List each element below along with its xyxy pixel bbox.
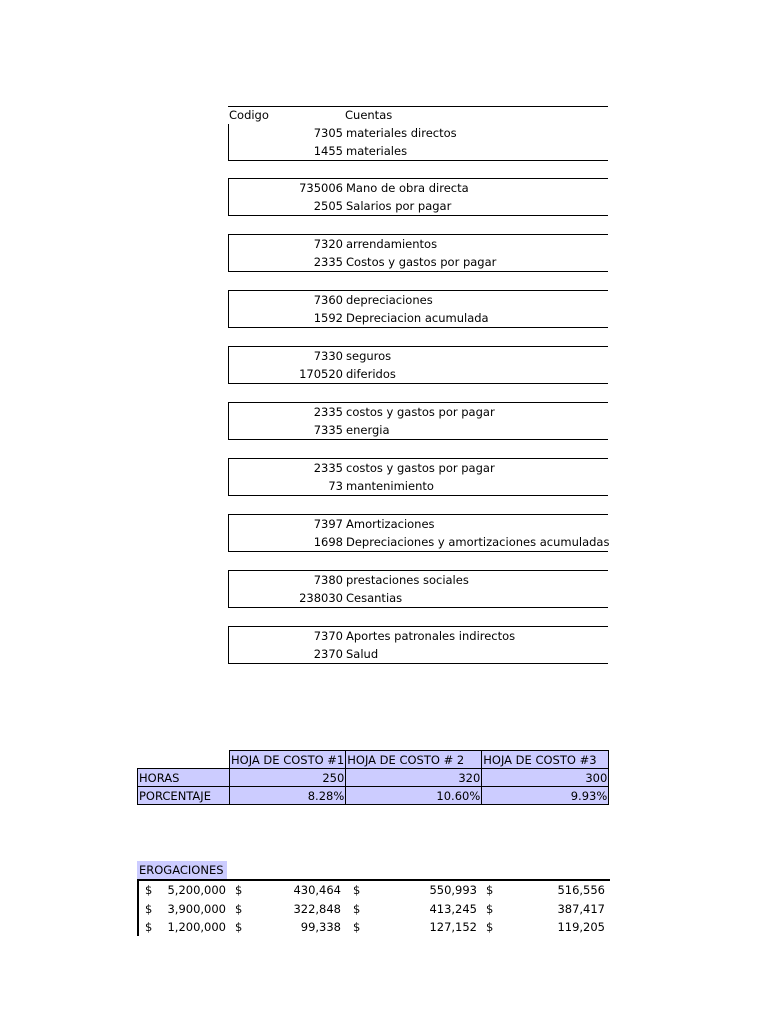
accounts-ledger — [228, 106, 608, 664]
account-code: 7320 — [313, 237, 343, 251]
erogaciones-title: EROGACIONES — [139, 863, 224, 877]
account-code: 170520 — [299, 367, 343, 381]
horas-value-3: 300 — [482, 769, 609, 787]
currency-symbol: $ — [486, 901, 494, 916]
account-name: Cesantias — [346, 591, 403, 605]
account-code: 2335 — [313, 255, 343, 269]
ledger-entry-group — [228, 234, 608, 272]
porcentaje-row — [138, 787, 609, 805]
currency-symbol: $ — [235, 883, 243, 897]
currency-symbol: $ — [486, 883, 494, 897]
account-code: 2505 — [313, 199, 343, 213]
ledger-entry-group — [228, 626, 608, 664]
erogaciones-table — [137, 879, 610, 936]
ledger-row — [229, 197, 608, 215]
account-code: 1698 — [313, 535, 343, 549]
porcentaje-value-1: 8.28% — [230, 787, 346, 805]
account-name: Salud — [346, 647, 379, 661]
ledger-entry-group — [228, 458, 608, 496]
ledger-row — [229, 235, 608, 253]
ledger-entry-group — [228, 346, 608, 384]
erogacion-h2: 127,152 — [429, 920, 477, 934]
ledger-row — [229, 253, 608, 271]
cost-sheet-3-header: HOJA DE COSTO #3 — [482, 751, 609, 769]
account-name: Mano de obra directa — [346, 181, 469, 195]
horas-value-1: 250 — [230, 769, 346, 787]
account-code: 2335 — [313, 405, 343, 419]
erogacion-h1: 99,338 — [300, 920, 341, 934]
erogacion-h2: 413,245 — [429, 901, 477, 916]
currency-symbol: $ — [235, 920, 243, 934]
porcentaje-label: PORCENTAJE — [138, 787, 230, 805]
account-code: 7380 — [313, 573, 343, 587]
ledger-row — [229, 515, 608, 533]
account-name: costos y gastos por pagar — [346, 461, 495, 475]
ledger-row — [229, 347, 608, 365]
ledger-row — [229, 291, 608, 309]
empty-cell — [138, 751, 230, 769]
erogaciones-row — [139, 881, 610, 899]
account-code: 1592 — [313, 311, 343, 325]
cuentas-header: Cuentas — [345, 108, 393, 122]
ledger-row — [229, 179, 608, 197]
erogacion-h3: 387,417 — [557, 901, 605, 916]
account-name: seguros — [346, 349, 392, 363]
ledger-row — [229, 403, 608, 421]
currency-symbol: $ — [353, 920, 361, 934]
currency-symbol: $ — [235, 901, 243, 916]
erogacion-total: 5,200,000 — [167, 883, 226, 897]
ledger-row — [229, 459, 608, 477]
account-code: 7397 — [313, 517, 343, 531]
erogaciones-title-cell — [137, 861, 227, 879]
ledger-row — [229, 627, 608, 645]
currency-symbol: $ — [353, 901, 361, 916]
horas-value-2: 320 — [346, 769, 482, 787]
account-name: materiales — [346, 144, 408, 158]
ledger-row — [229, 645, 608, 663]
ledger-entry-group — [228, 402, 608, 440]
erogacion-total: 3,900,000 — [167, 901, 226, 916]
ledger-entry-group — [228, 570, 608, 608]
erogacion-total: 1,200,000 — [167, 920, 226, 934]
account-code: 2335 — [313, 461, 343, 475]
currency-symbol: $ — [145, 920, 153, 934]
currency-symbol: $ — [145, 883, 153, 897]
ledger-entry-group — [228, 514, 608, 552]
ledger-entry-group — [228, 178, 608, 216]
account-code: 7370 — [313, 629, 343, 643]
cost-sheet-2-header: HOJA DE COSTO # 2 — [346, 751, 482, 769]
porcentaje-value-3: 9.93% — [482, 787, 609, 805]
account-name: mantenimiento — [346, 479, 434, 493]
currency-symbol: $ — [353, 883, 361, 897]
account-code: 7305 — [313, 126, 343, 140]
erogaciones-row — [139, 900, 610, 918]
ledger-row — [229, 124, 608, 142]
account-code: 7360 — [313, 293, 343, 307]
account-name: Salarios por pagar — [346, 199, 452, 213]
account-name: costos y gastos por pagar — [346, 405, 495, 419]
account-name: arrendamientos — [346, 237, 438, 251]
account-code: 73 — [328, 479, 343, 493]
codigo-header: Codigo — [229, 108, 269, 122]
currency-symbol: $ — [486, 920, 494, 934]
ledger-row — [229, 533, 608, 551]
erogacion-h2: 550,993 — [429, 883, 477, 897]
account-code: 2370 — [313, 647, 343, 661]
cost-sheet-table — [137, 750, 609, 805]
erogacion-h1: 322,848 — [293, 901, 341, 916]
ledger-entry-group — [228, 290, 608, 328]
ledger-row — [229, 589, 608, 607]
account-code: 7335 — [313, 423, 343, 437]
account-name: Aportes patronales indirectos — [346, 629, 516, 643]
account-name: energia — [346, 423, 390, 437]
account-name: Depreciacion acumulada — [346, 311, 489, 325]
erogacion-h3: 516,556 — [557, 883, 605, 897]
account-code: 1455 — [313, 144, 343, 158]
ledger-row — [229, 365, 608, 383]
account-name: Depreciaciones y amortizaciones acumuladas — [346, 535, 610, 549]
ledger-row — [229, 571, 608, 589]
ledger-row — [229, 142, 608, 160]
cost-sheet-header-row — [138, 751, 609, 769]
ledger-row — [229, 309, 608, 327]
account-code: 238030 — [299, 591, 343, 605]
account-name: prestaciones sociales — [346, 573, 469, 587]
account-code: 7330 — [313, 349, 343, 363]
account-name: diferidos — [346, 367, 396, 381]
ledger-groups — [228, 124, 608, 664]
ledger-row — [229, 477, 608, 495]
horas-row — [138, 769, 609, 787]
horas-label: HORAS — [138, 769, 230, 787]
erogacion-h1: 430,464 — [293, 883, 341, 897]
account-name: materiales directos — [346, 126, 457, 140]
porcentaje-value-2: 10.60% — [346, 787, 482, 805]
ledger-entry-group — [228, 124, 608, 161]
account-name: Costos y gastos por pagar — [346, 255, 497, 269]
erogacion-h3: 119,205 — [557, 920, 605, 934]
ledger-header — [228, 106, 608, 124]
currency-symbol: $ — [145, 901, 153, 916]
account-code: 735006 — [299, 181, 343, 195]
account-name: Amortizaciones — [346, 517, 435, 531]
account-name: depreciaciones — [346, 293, 433, 307]
ledger-row — [229, 421, 608, 439]
erogaciones-row — [139, 918, 610, 936]
cost-sheet-1-header: HOJA DE COSTO #1 — [231, 752, 345, 767]
